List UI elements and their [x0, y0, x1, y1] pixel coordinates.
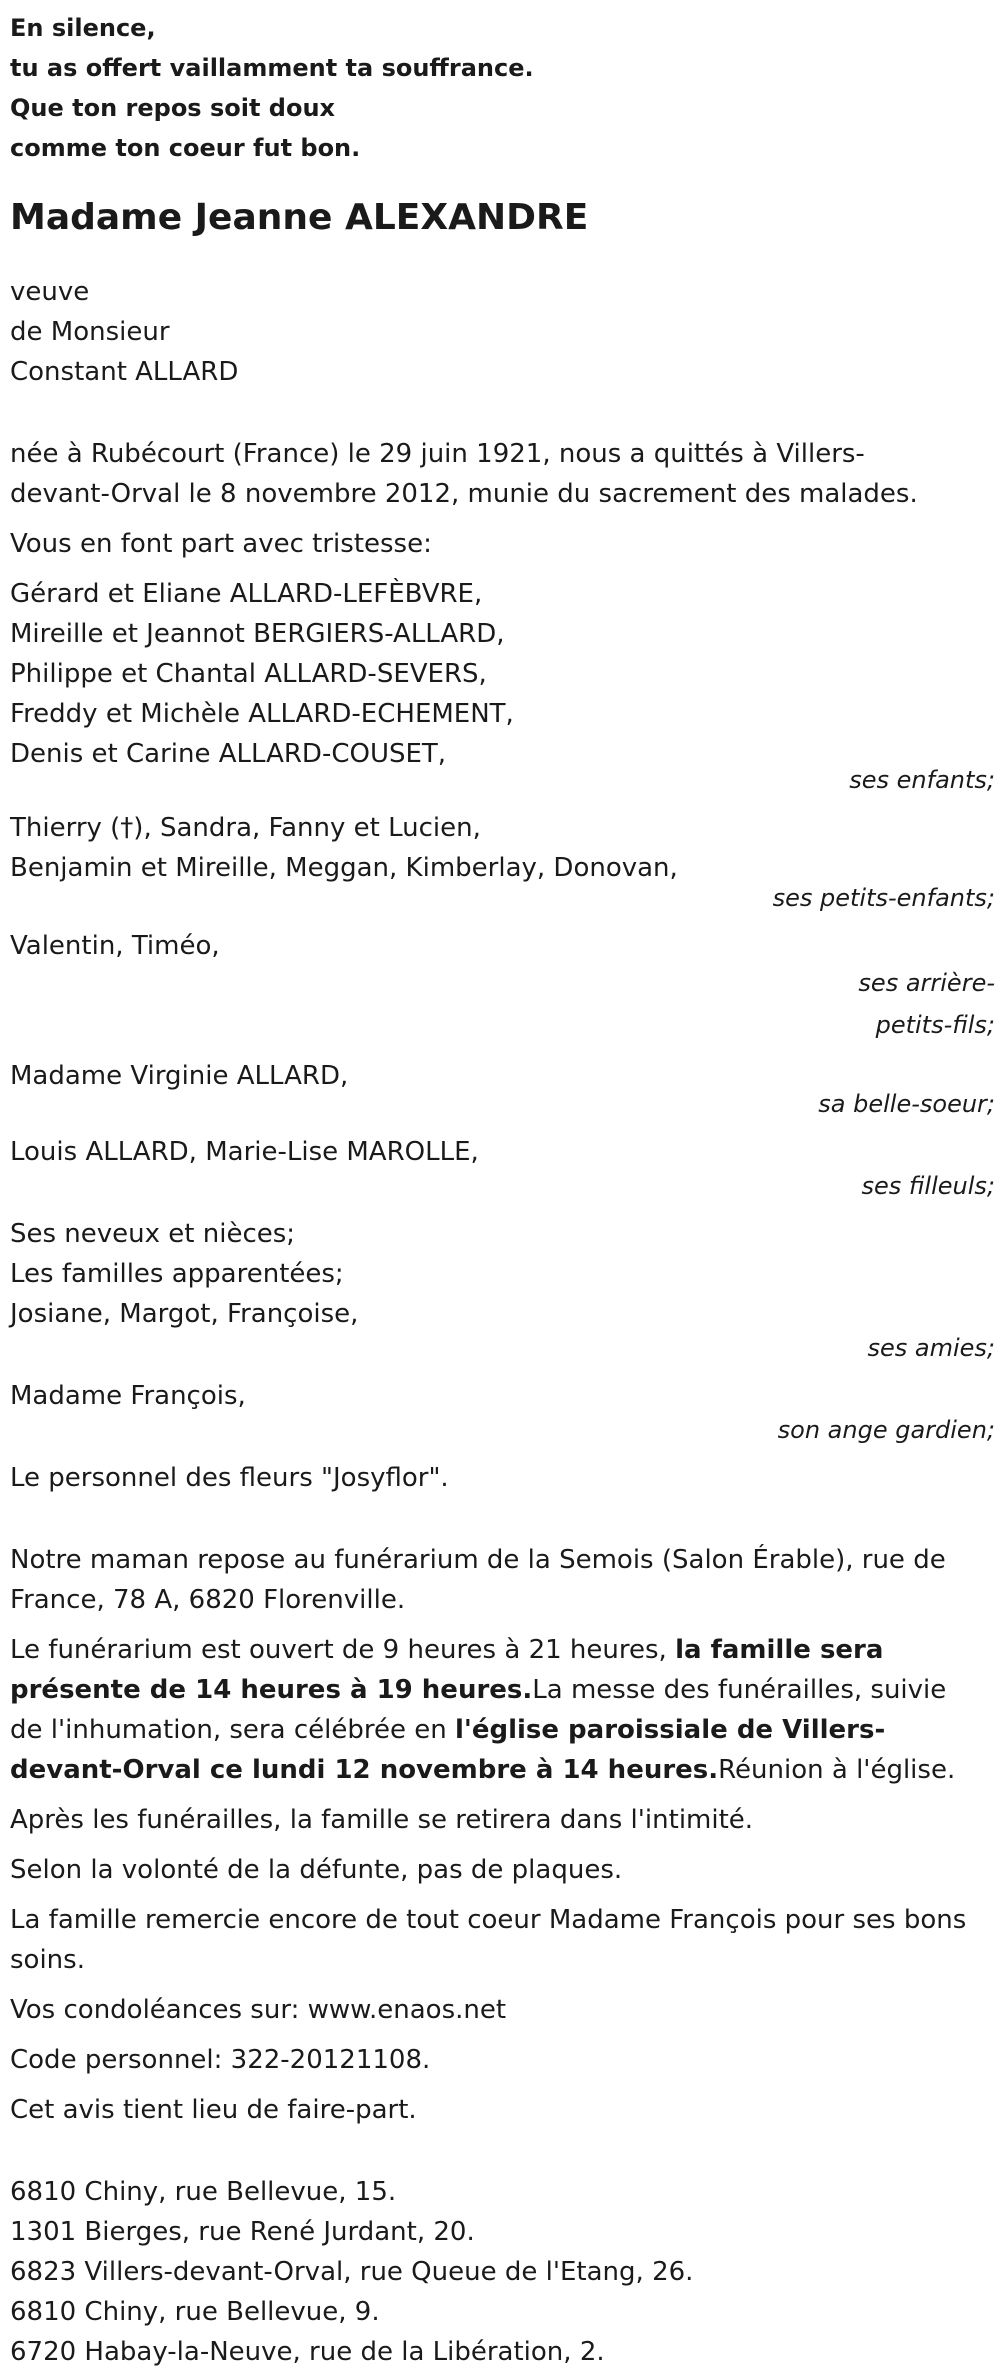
- hours-text-part: La messe des funérailles, suivie de l'inhumation, sera célébrée en: [10, 1675, 947, 1745]
- child-line: Gérard et Eliane ALLARD-LEFÈBVRE,: [10, 579, 483, 609]
- grandchild-line: Benjamin et Mireille, Meggan, Kimberlay, Donovan,: [10, 853, 678, 883]
- child-line: Freddy et Michèle ALLARD-ECHEMENT,: [10, 699, 514, 729]
- other-line: Josiane, Margot, Françoise,: [10, 1299, 359, 1329]
- angel-line: Madame François,: [10, 1381, 246, 1411]
- hours-text-part: Réunion à l'église.: [718, 1755, 956, 1785]
- florist-line: Le personnel des fleurs "Josyflor".: [10, 1463, 449, 1493]
- deceased-name: Madame Jeanne ALEXANDRE: [10, 197, 589, 238]
- address-line: 6720 Habay-la-Neuve, rue de la Libération, 2.: [10, 2337, 605, 2367]
- announce-text: Vous en font part avec tristesse:: [10, 529, 432, 559]
- notice-line: Cet avis tient lieu de faire-part.: [10, 2095, 417, 2125]
- angel-block: [10, 1376, 1000, 1448]
- poem-line: En silence,: [10, 14, 156, 42]
- poem: [10, 0, 1000, 168]
- poem-line: comme ton coeur fut bon.: [10, 134, 361, 162]
- relation-label: ses petits-enfants;: [772, 884, 995, 912]
- obituary-page: [10, 0, 1000, 2372]
- poem-line: Que ton repos soit doux: [10, 94, 336, 122]
- no-plaques-line: Selon la volonté de la défunte, pas de plaques.: [10, 1855, 623, 1885]
- child-line: Denis et Carine ALLARD-COUSET,: [10, 739, 447, 769]
- address-line: 6823 Villers-devant-Orval, rue Queue de l'Etang, 26.: [10, 2257, 694, 2287]
- hours-text-part: Le funérarium est ouvert de 9 heures à 21 heures,: [10, 1635, 676, 1665]
- godchildren-line: Louis ALLARD, Marie-Lise MAROLLE,: [10, 1137, 479, 1167]
- address-line: 6810 Chiny, rue Bellevue, 15.: [10, 2177, 397, 2207]
- rest-text: Notre maman repose au funérarium de la Semois (Salon Érable), rue de France, 78 A, 6820 Florenville.: [10, 1545, 946, 1615]
- address-line: 1301 Bierges, rue René Jurdant, 20.: [10, 2217, 475, 2247]
- widow-line: veuve: [10, 277, 90, 307]
- relation-label: ses filleuls;: [861, 1172, 995, 1200]
- child-line: Mireille et Jeannot BERGIERS-ALLARD,: [10, 619, 505, 649]
- other-line: Les familles apparentées;: [10, 1259, 344, 1289]
- widow-line: de Monsieur: [10, 317, 170, 347]
- address-line: 6810 Chiny, rue Bellevue, 9.: [10, 2297, 380, 2327]
- greatgrandchildren-block: [10, 926, 1000, 1046]
- sister-in-law-block: [10, 1056, 1000, 1122]
- relation-label: ses enfants;: [849, 766, 995, 794]
- relation-label: ses amies;: [867, 1334, 995, 1362]
- godchildren-block: [10, 1132, 1000, 1204]
- sister-in-law-line: Madame Virginie ALLARD,: [10, 1061, 349, 1091]
- child-line: Philippe et Chantal ALLARD-SEVERS,: [10, 659, 487, 689]
- hours-text: [10, 1630, 970, 1790]
- hours-text-bold: la famille sera présente de 14 heures à 19 heures.: [10, 1635, 884, 1705]
- others-block: [10, 1214, 1000, 1366]
- thanks-text: La famille remercie encore de tout coeur Madame François pour ses bons soins.: [10, 1905, 967, 1975]
- birth-death-text: née à Rubécourt (France) le 29 juin 1921, nous a quittés à Villers-devant-Orval le 8 novembre 2012, munie du sacrement des malades.: [10, 439, 918, 509]
- relation-label: ses arrière-petits-fils;: [858, 969, 995, 1039]
- relation-label: sa belle-soeur;: [818, 1090, 995, 1118]
- relation-label: son ange gardien;: [777, 1416, 995, 1444]
- widow-block: [10, 272, 1000, 392]
- other-line: Ses neveux et nièces;: [10, 1219, 296, 1249]
- greatgrandchild-line: Valentin, Timéo,: [10, 931, 220, 961]
- intimacy-line: Après les funérailles, la famille se retirera dans l'intimité.: [10, 1805, 754, 1835]
- condolences-line: Vos condoléances sur: www.enaos.net: [10, 1995, 507, 2025]
- grandchildren-block: [10, 808, 1000, 916]
- children-block: [10, 574, 1000, 798]
- addresses-block: [10, 2172, 1000, 2372]
- grandchild-line: Thierry (†), Sandra, Fanny et Lucien,: [10, 813, 481, 843]
- hours-text-bold: l'église paroissiale de Villers-devant-Orval ce lundi 12 novembre à 14 heures.: [10, 1715, 886, 1785]
- widow-line: Constant ALLARD: [10, 357, 239, 387]
- code-line: Code personnel: 322-20121108.: [10, 2045, 431, 2075]
- poem-line: tu as offert vaillamment ta souffrance.: [10, 54, 534, 82]
